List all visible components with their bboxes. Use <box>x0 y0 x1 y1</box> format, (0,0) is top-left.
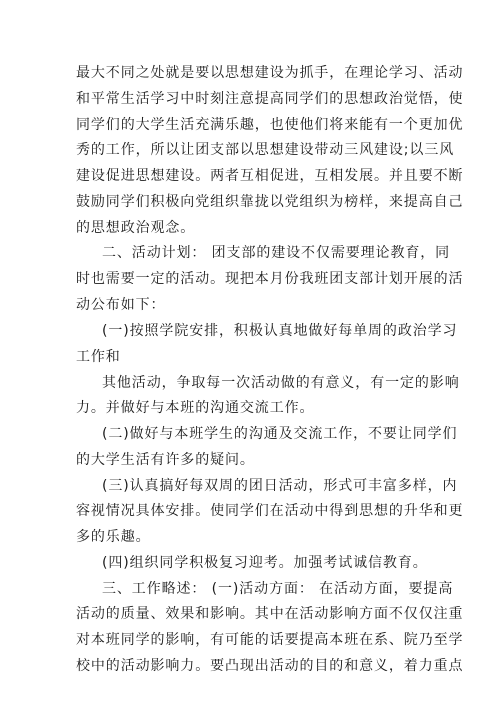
list-item-line: (一)按照学院安排，积极认真地做好每单周的政治学习 <box>102 323 458 339</box>
text-line: 时也需要一定的活动。现把本月份我班团支部计划开展的活 <box>76 271 464 287</box>
text-line: 同学们的大学生活充满乐趣，也使他们将来能有一个更加优 <box>76 117 464 133</box>
list-item-line: (二)做好与本班学生的沟通及交流工作，不要让同学们 <box>102 426 458 442</box>
list-item-line: (四)组织同学积极复习迎考。加强考试诚信教育。 <box>102 555 428 571</box>
text-line: 对本班同学的影响，有可能的话要提高本班在系、院乃至学 <box>76 632 464 648</box>
text-line: 最大不同之处就是要以思想建设为抓手，在理论学习、活动 <box>76 65 464 81</box>
text-line: 和平常生活学习中时刻注意提高同学们的思想政治觉悟，使 <box>76 91 464 107</box>
text-line: 容视情况具体安排。使同学们在活动中得到思想的升华和更 <box>76 503 464 519</box>
text-line: 校中的活动影响力。要凸现出活动的目的和意义，着力重点 <box>76 658 464 674</box>
section-heading-line: 三、工作略述： (一)活动方面： 在活动方面，要提高 <box>102 581 454 597</box>
text-line: 鼓励同学们积极向党组织靠拢以党组织为榜样，来提高自己 <box>76 194 464 210</box>
text-line: 多的乐趣。 <box>76 529 151 545</box>
text-line: 活动的质量、效果和影响。其中在活动影响方面不仅仅注重 <box>76 606 464 622</box>
text-line: 的大学生活有许多的疑问。 <box>76 452 255 468</box>
text-line: 力。并做好与本班的沟通交流工作。 <box>76 400 315 416</box>
list-item-line: (三)认真搞好每双周的团日活动，形式可丰富多样，内 <box>102 478 458 494</box>
text-line: 工作和 <box>76 349 121 365</box>
text-line: 的思想政治观念。 <box>76 220 196 236</box>
list-item-line: 其他活动，争取每一次活动做的有意义，有一定的影响 <box>102 375 460 391</box>
text-line: 建设促进思想建设。两者互相促进，互相发展。并且要不断 <box>76 168 464 184</box>
text-line: 秀的工作，所以让团支部以思想建设带动三风建设;以三风 <box>76 142 455 158</box>
section-heading-line: 二、活动计划： 团支部的建设不仅需要理论教育，同 <box>102 245 451 261</box>
text-line: 动公布如下： <box>76 297 166 313</box>
